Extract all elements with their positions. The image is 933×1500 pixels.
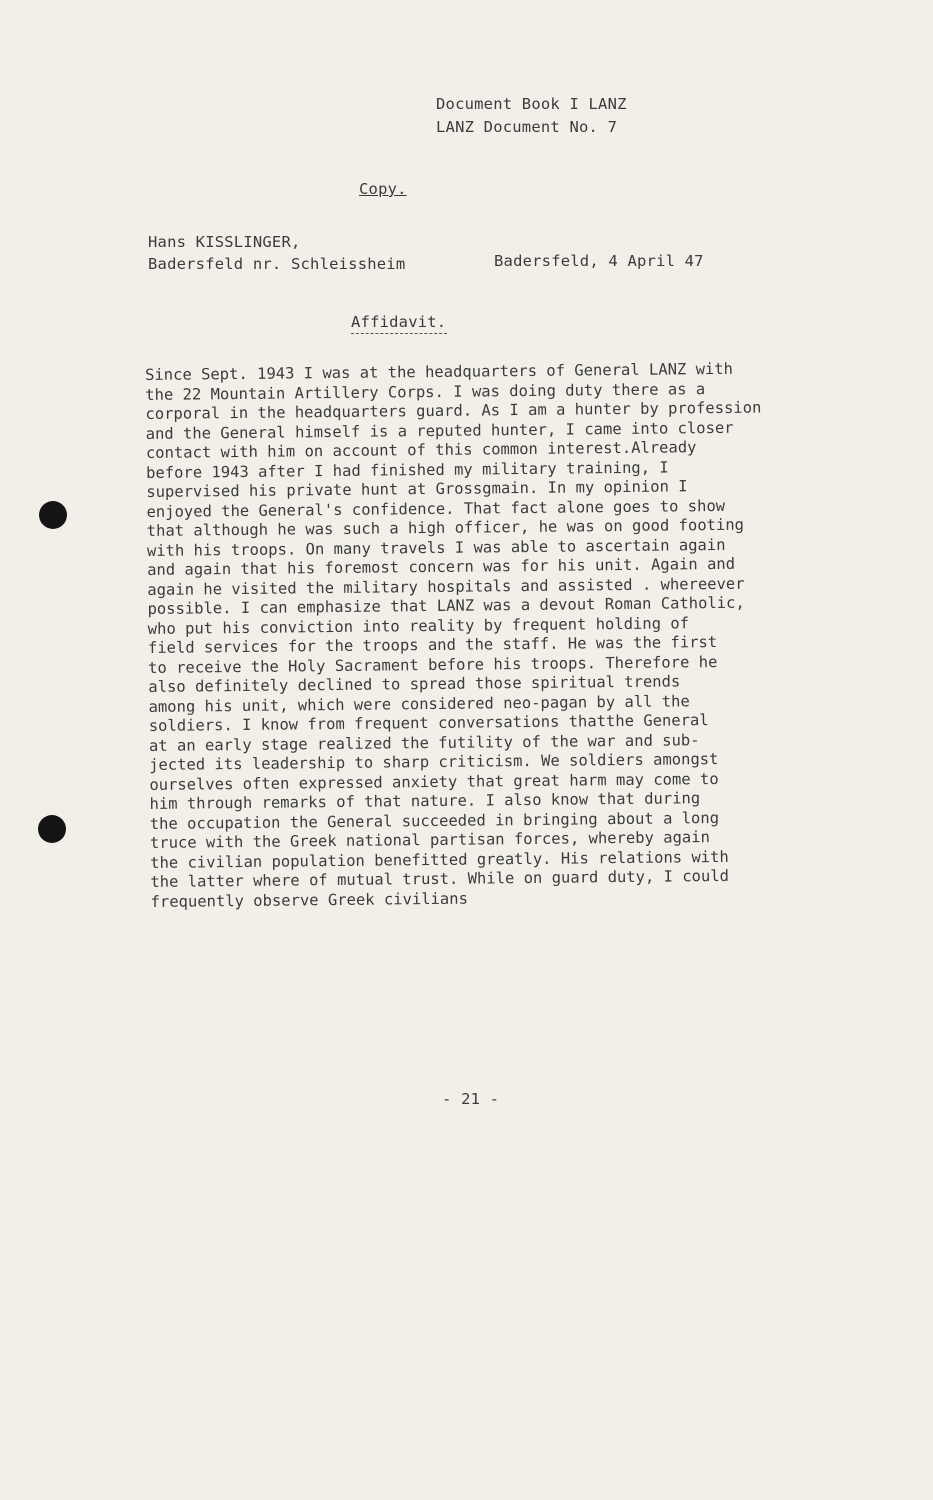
body-line: to receive the Holy Sacrament before his troops. Therefore he [148, 652, 718, 677]
document-number: LANZ Document No. 7 [436, 118, 618, 136]
affidavit-body [145, 359, 801, 912]
affidavit-title: Affidavit. [351, 313, 447, 331]
punch-hole [38, 815, 66, 843]
page-number: - 21 - [442, 1090, 500, 1108]
body-line: frequently observe Greek civilians [150, 889, 468, 911]
body-line: also definitely declined to spread those spiritual trends [148, 672, 681, 696]
body-line: supervised his private hunt at Grossgmain. In my opinion I [146, 477, 688, 501]
body-line: Since Sept. 1943 I was at the headquarters of General LANZ with [145, 359, 734, 384]
copy-label: Copy. [359, 180, 407, 198]
body-line: and again that his foremost concern was for his unit. Again and [147, 554, 736, 579]
body-line: corporal in the headquarters guard. As I am a hunter by profession [145, 398, 762, 423]
document-book-reference: Document Book I LANZ [436, 95, 627, 113]
body-line: jected its leadership to sharp criticism. We soldiers amongst [149, 750, 719, 774]
title-underline [351, 333, 447, 334]
body-line: the latter where of mutual trust. While on guard duty, I could [150, 866, 730, 891]
body-line: soldiers. I know from frequent conversations thatthe General [148, 711, 709, 735]
body-line: ourselves often expressed anxiety that great harm may come to [149, 769, 719, 794]
body-line: with his troops. On many travels I was able to ascertain again [146, 535, 726, 560]
body-line: at an early stage realized the futility of the war and sub- [148, 730, 700, 755]
body-line: the civilian population benefitted greatly. His relations with [150, 847, 729, 872]
body-line: possible. I can emphasize that LANZ was a devout Roman Catholic, [147, 593, 745, 618]
body-line: among his unit, which were considered neo-pagan by all the [148, 691, 690, 716]
body-line: again he visited the military hospitals and assisted . whereever [147, 574, 745, 599]
body-line: contact with him on account of this common interest.Already [145, 438, 697, 462]
place-and-date: Badersfeld, 4 April 47 [494, 252, 704, 270]
body-line: and the General himself is a reputed hunter, I came into closer [145, 418, 734, 443]
body-line: field services for the troops and the staff. He was the first [147, 633, 718, 657]
body-line: the 22 Mountain Artillery Corps. I was doing duty there as a [145, 379, 706, 404]
sender-address: Badersfeld nr. Schleissheim [148, 255, 406, 273]
body-line: truce with the Greek national partisan forces, whereby again [149, 828, 710, 852]
sender-name: Hans KISSLINGER, [148, 233, 301, 251]
punch-hole [39, 501, 67, 529]
body-line: the occupation the General succeeded in bringing about a long [149, 808, 720, 833]
body-line: before 1943 after I had finished my military training, I [146, 458, 669, 482]
body-line: that although he was such a high officer, he was on good footing [146, 515, 745, 540]
body-line: who put his conviction into reality by frequent holding of [147, 613, 690, 638]
body-line: enjoyed the General's confidence. That fact alone goes to show [146, 496, 726, 521]
body-line: him through remarks of that nature. I also know that during [149, 789, 701, 813]
